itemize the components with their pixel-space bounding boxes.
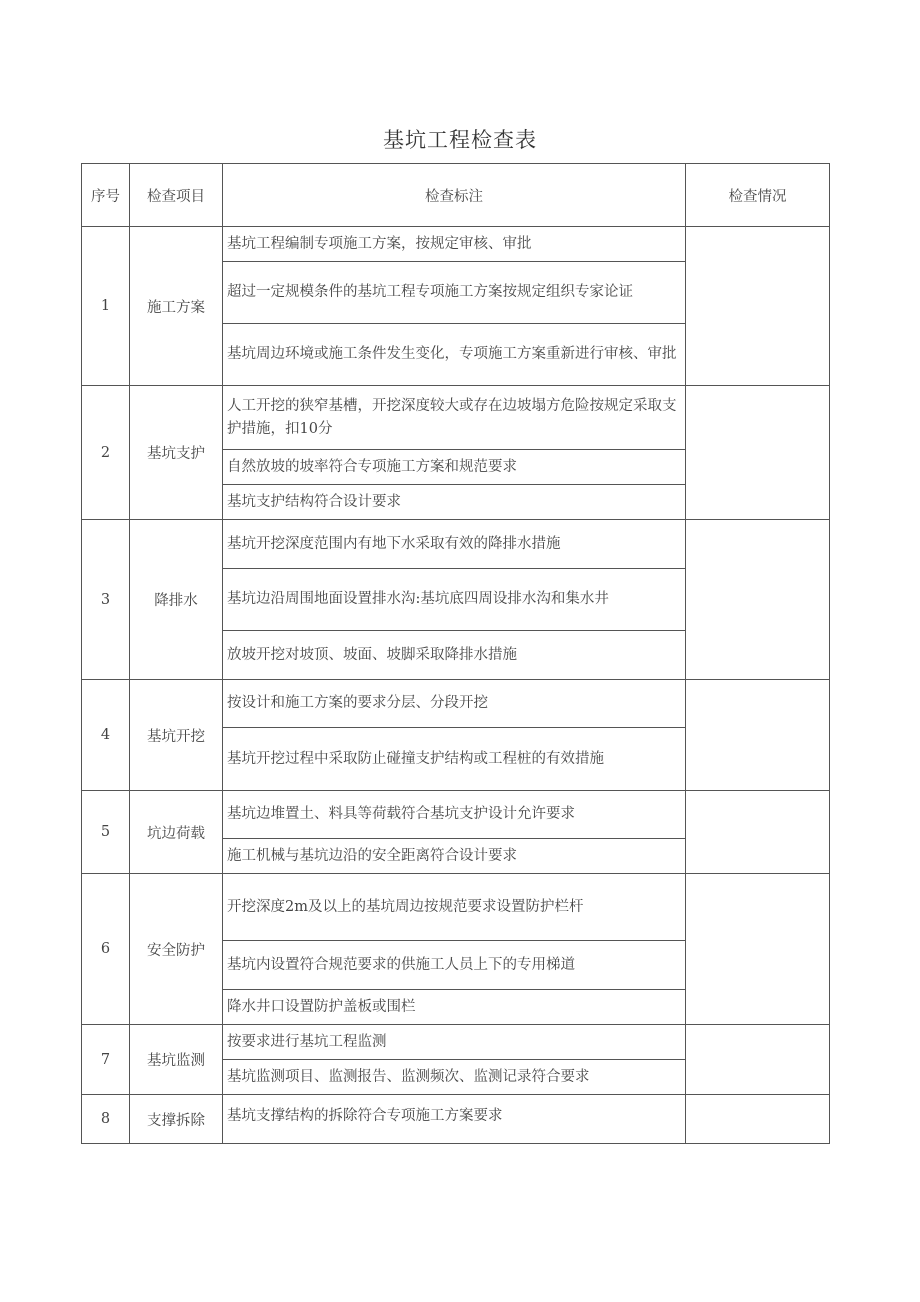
table-row [82,680,830,728]
standard-cell: 按设计和施工方案的要求分层、分段开挖 [223,680,686,728]
standard-cell: 基坑支撑结构的拆除符合专项施工方案要求 [223,1095,686,1144]
standard-cell: 基坑开挖深度范围内有地下水采取有效的降排水措施 [223,520,686,569]
row-item: 基坑支护 [130,386,223,520]
standard-cell: 降水井口设置防护盖板或围栏 [223,990,686,1025]
standard-cell: 基坑内设置符合规范要求的供施工人员上下的专用梯道 [223,941,686,990]
standard-cell: 人工开挖的狭窄基槽，开挖深度较大或存在边坡塌方危险按规定采取支护措施，扣10分 [223,386,686,450]
header-standard: 检查标注 [223,164,686,227]
standard-cell: 基坑工程编制专项施工方案，按规定审核、审批 [223,227,686,262]
standard-cell: 放坡开挖对坡顶、坡面、坡脚采取降排水措施 [223,631,686,680]
row-seq: 5 [82,791,130,874]
status-cell[interactable] [686,791,830,874]
row-item: 施工方案 [130,227,223,386]
status-cell[interactable] [686,1095,830,1144]
row-item: 基坑开挖 [130,680,223,791]
row-item: 支撑拆除 [130,1095,223,1144]
table-row [82,1095,830,1144]
standard-cell: 基坑支护结构符合设计要求 [223,485,686,520]
status-cell[interactable] [686,520,830,680]
table-row [82,791,830,839]
status-cell[interactable] [686,680,830,791]
row-seq: 2 [82,386,130,520]
row-item: 基坑监测 [130,1025,223,1095]
header-item: 检查项目 [130,164,223,227]
status-cell[interactable] [686,874,830,1025]
row-seq: 3 [82,520,130,680]
row-seq: 1 [82,227,130,386]
row-seq: 8 [82,1095,130,1144]
standard-cell: 基坑边沿周围地面设置排水沟:基坑底四周设排水沟和集水井 [223,569,686,631]
row-seq: 4 [82,680,130,791]
standard-cell: 按要求进行基坑工程监测 [223,1025,686,1060]
row-seq: 7 [82,1025,130,1095]
status-cell[interactable] [686,227,830,386]
table-row [82,386,830,450]
inspection-table [81,163,830,1144]
row-seq: 6 [82,874,130,1025]
status-cell[interactable] [686,1025,830,1095]
standard-cell: 基坑监测项目、监测报告、监测频次、监测记录符合要求 [223,1060,686,1095]
standard-cell: 基坑开挖过程中采取防止碰撞支护结构或工程桩的有效措施 [223,728,686,791]
standard-cell: 基坑周边环境或施工条件发生变化，专项施工方案重新进行审核、审批 [223,324,686,386]
standard-cell: 施工机械与基坑边沿的安全距离符合设计要求 [223,839,686,874]
header-status: 检查情况 [686,164,830,227]
page-title: 基坑工程检查表 [383,128,537,152]
row-item: 降排水 [130,520,223,680]
table-row [82,1025,830,1060]
standard-cell: 开挖深度2m及以上的基坑周边按规范要求设置防护栏杆 [223,874,686,941]
header-seq: 序号 [82,164,130,227]
table-row [82,227,830,262]
standard-cell: 基坑边堆置土、料具等荷载符合基坑支护设计允许要求 [223,791,686,839]
table-row [82,874,830,941]
header-row [82,164,830,227]
row-item: 坑边荷载 [130,791,223,874]
table-row [82,520,830,569]
standard-cell: 超过一定规模条件的基坑工程专项施工方案按规定组织专家论证 [223,262,686,324]
status-cell[interactable] [686,386,830,520]
standard-cell: 自然放坡的坡率符合专项施工方案和规范要求 [223,450,686,485]
row-item: 安全防护 [130,874,223,1025]
